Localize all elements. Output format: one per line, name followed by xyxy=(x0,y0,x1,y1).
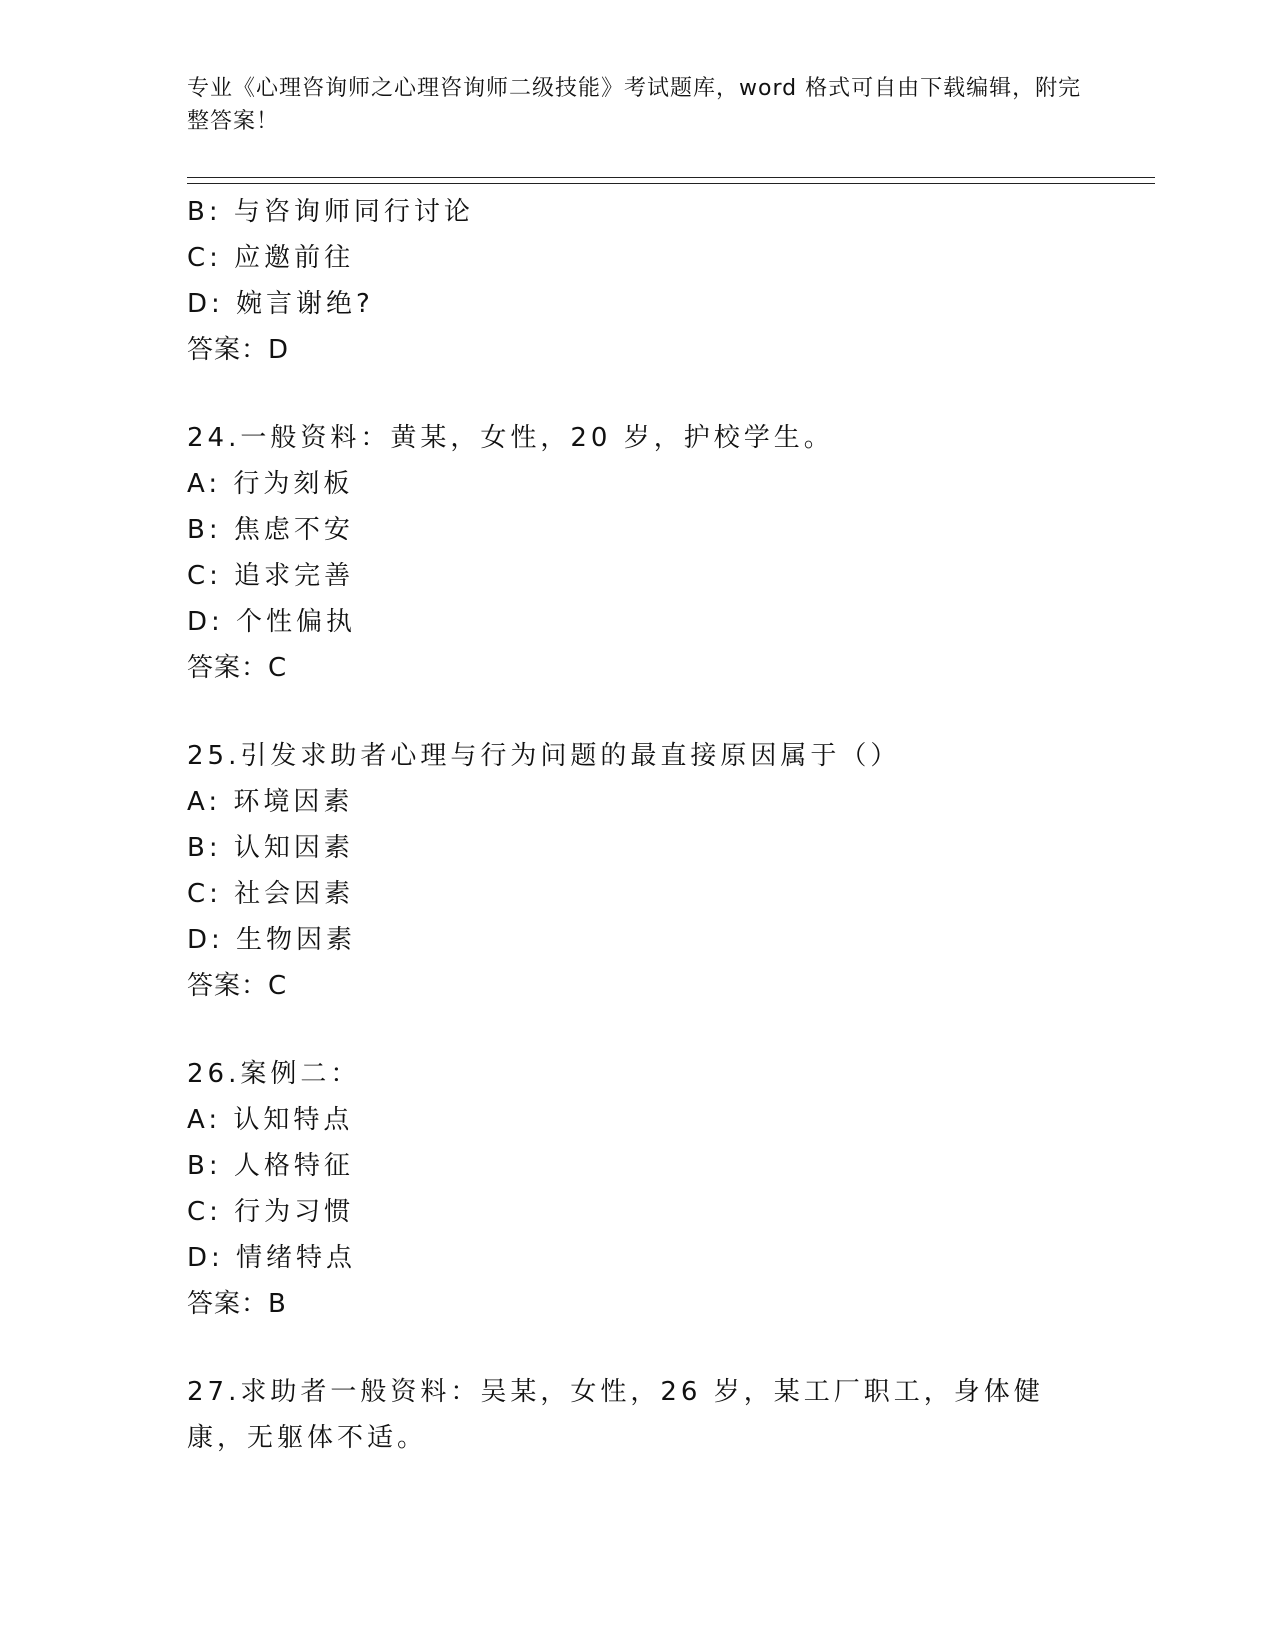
option-c: C: 追求完善 xyxy=(187,561,355,591)
header-title: 专业《心理咨询师之心理咨询师二级技能》考试题库，word 格式可自由下载编辑，附完整答案！ xyxy=(187,76,1082,134)
option-c: C: 社会因素 xyxy=(187,879,355,909)
question-text: 26.案例二： xyxy=(187,1059,361,1089)
question-list xyxy=(187,189,1117,1461)
question-26 xyxy=(187,1051,1117,1327)
option-b: B: 焦虑不安 xyxy=(187,515,354,545)
answer-line: 答案：D xyxy=(187,335,290,365)
answer-line: 答案：C xyxy=(187,653,288,683)
spacer xyxy=(187,691,1117,733)
spacer xyxy=(187,1327,1117,1369)
option-b: B: 人格特征 xyxy=(187,1151,354,1181)
option-c: C: 应邀前往 xyxy=(187,243,355,273)
question-24 xyxy=(187,415,1117,691)
answer-line: 答案：C xyxy=(187,971,288,1001)
option-d: D: 情绪特点 xyxy=(187,1243,357,1273)
option-b: B: 认知因素 xyxy=(187,833,354,863)
header-divider-top xyxy=(187,177,1155,178)
spacer xyxy=(187,373,1117,415)
option-a: A: 行为刻板 xyxy=(187,469,354,499)
question-23-continued xyxy=(187,189,1117,373)
question-text: 24.一般资料：黄某，女性，20 岁，护校学生。 xyxy=(187,423,834,453)
option-d: D: 个性偏执 xyxy=(187,607,357,637)
header-divider-bottom xyxy=(187,183,1155,184)
question-27 xyxy=(187,1369,1117,1461)
question-text: 25.引发求助者心理与行为问题的最直接原因属于（） xyxy=(187,741,901,771)
spacer xyxy=(187,1009,1117,1051)
question-25 xyxy=(187,733,1117,1009)
option-d: D: 婉言谢绝? xyxy=(187,289,374,319)
option-a: A: 环境因素 xyxy=(187,787,354,817)
option-d: D: 生物因素 xyxy=(187,925,357,955)
option-c: C: 行为习惯 xyxy=(187,1197,355,1227)
question-text: 27.求助者一般资料：吴某，女性，26 岁，某工厂职工，身体健康，无躯体不适。 xyxy=(187,1377,1044,1453)
option-b: B: 与咨询师同行讨论 xyxy=(187,197,474,227)
answer-line: 答案：B xyxy=(187,1289,287,1319)
option-a: A: 认知特点 xyxy=(187,1105,354,1135)
document-header xyxy=(187,72,1087,138)
